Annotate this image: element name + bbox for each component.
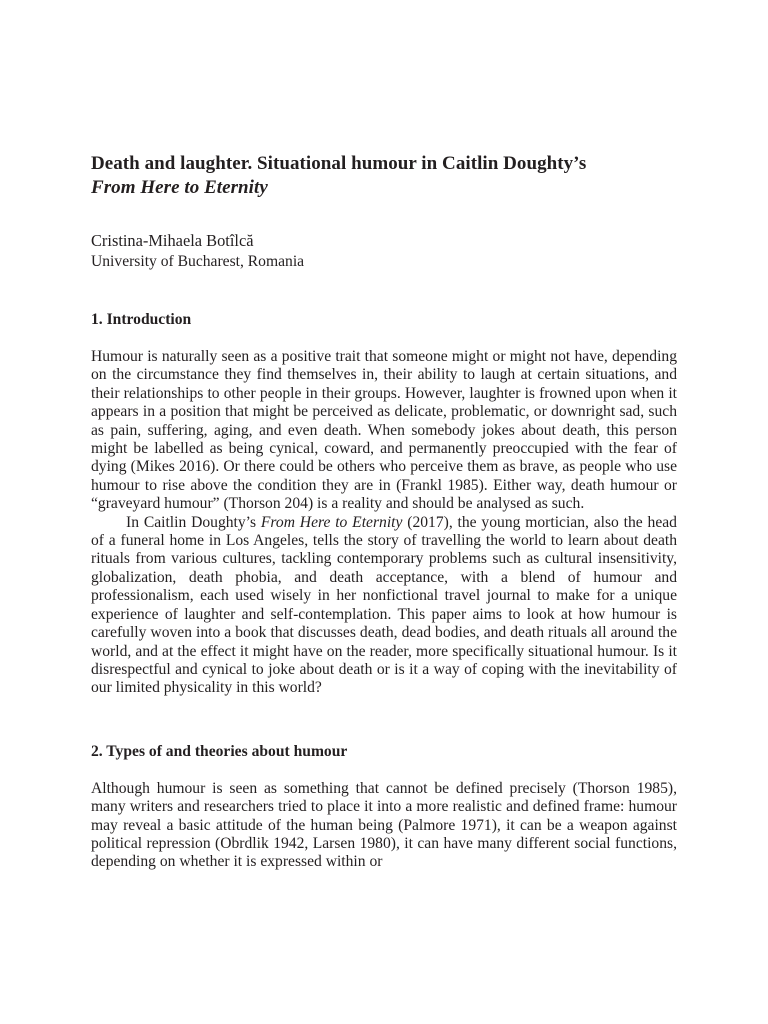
section-heading-types-of-humour: 2. Types of and theories about humour [91,742,348,760]
paragraph-text-before: In Caitlin Doughty’s [126,513,261,531]
section-heading-introduction: 1. Introduction [91,311,192,328]
paragraph-types-1: Although humour is seen as something that cannot be defined precisely (Thorson 1985), many writers and researchers tried to place it into a more realistic and defined frame: humour may reveal a basic attitude of the human being (Palmore 1971), it can be a weapon against political repression (Obrdlik 1942, Larsen 1980), it can have many different social functions, depending on whether it is expressed within or [91,779,677,871]
paper-page [91,152,677,872]
book-title-italic: From Here to Eternity [260,513,403,531]
paragraph-text-after: (2017), the young mortician, also the head of a funeral home in Los Angeles, tells the story of travelling the world to learn about death rituals from various cultures, tackling contemporary problems such as cultural insensitivity, globalization, death phobia, and death acceptance, with a blend of humour and professionalism, each used wisely in her nonfictional travel journal to make for a unique experience of laughter and self-contemplation. This paper aims to look at how humour is carefully woven into a book that discusses death, dead bodies, and death rituals all around the world, and at the effect it might have on the reader, more specifically situational humour. Is it disrespectful and cynical to joke about death or is it a way of coping with the inevitability of our limited physicality in this world? [91,513,677,697]
title-italic: From Here to Eternity [91,177,268,198]
title-main: Death and laughter. Situational humour in Caitlin Doughty’s [91,153,587,174]
paragraph-introduction-1: Humour is naturally seen as a positive trait that someone might or might not have, depending on the circumstance they find themselves in, their ability to laugh at certain situations, and their relationships to other people in their groups. However, laughter is frowned upon when it appears in a position that might be perceived as delicate, problematic, or downright sad, such as pain, suffering, aging, and even death. When somebody jokes about death, this person might be labelled as being cynical, coward, and permanently preoccupied with the fear of dying (Mikes 2016). Or there could be others who perceive them as brave, as people who use humour to rise above the condition they are in (Frankl 1985). Either way, death humour or “graveyard humour” (Thorson 204) is a reality and should be analysed as such. [91,348,677,513]
author-affiliation: University of Bucharest, Romania [91,253,305,270]
paper-title [91,152,677,200]
paragraph-introduction-2 [91,514,677,698]
author-name: Cristina-Mihaela Botîlcă [91,231,254,250]
